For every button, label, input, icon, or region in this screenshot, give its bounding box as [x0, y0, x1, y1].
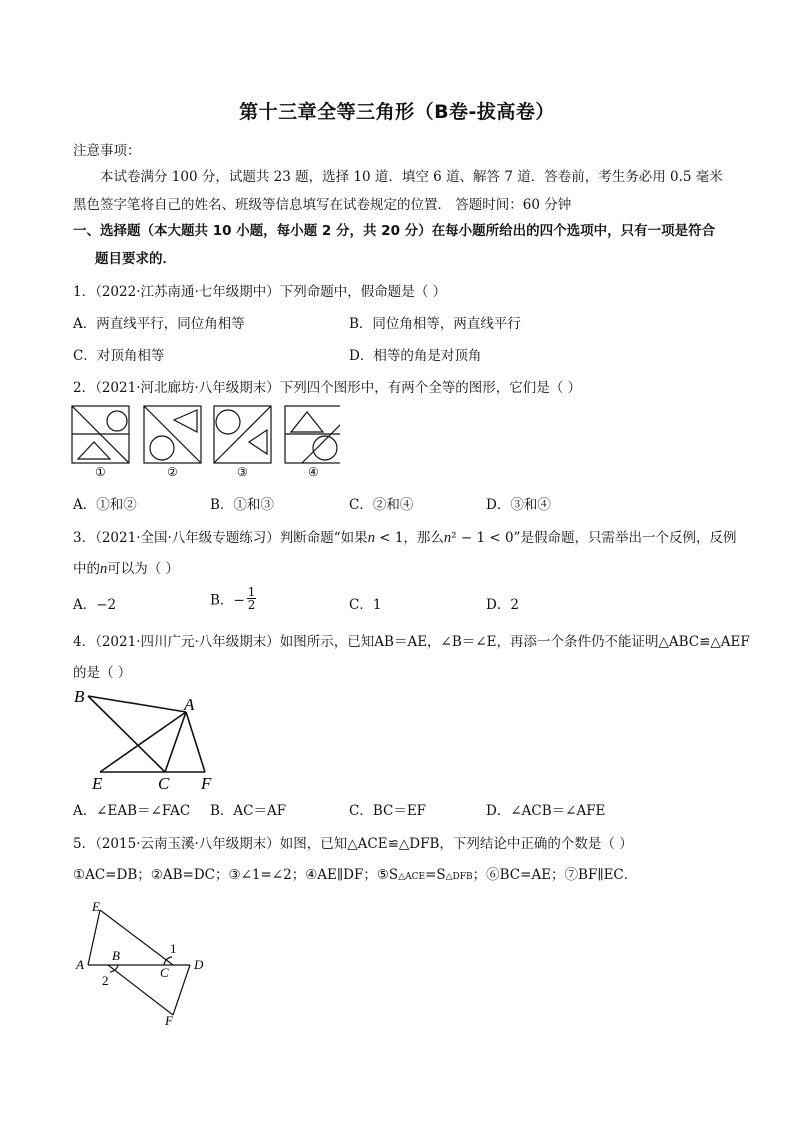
q5-label-a: A	[76, 957, 84, 972]
q4-stem-line-2: 的是（ ）	[73, 665, 132, 681]
q3-stem-line-1: 3．（2021·全国·八年级专题练习）判断命题“如果n < 1，那么n² − 1 < 0”是假命题，只需举出一个反例，反例	[73, 530, 737, 546]
q4-label-b: B	[74, 687, 85, 706]
q4-figure	[70, 684, 230, 796]
q1-option-c: C．对顶角相等	[73, 348, 165, 364]
q2-option-d: D．③和④	[486, 497, 551, 513]
q2-option-a: A．①和②	[73, 497, 137, 513]
q2-label-4: ④	[308, 465, 319, 479]
q4-label-e: E	[92, 774, 103, 793]
q2-label-3: ③	[237, 465, 248, 479]
q4-label-f: F	[201, 774, 212, 793]
q1-option-b: B．同位角相等，两直线平行	[349, 316, 521, 332]
q4-stem-line-1: 4．（2021·四川广元·八年级期末）如图所示，已知AB＝AE，∠B＝∠E，再添一个条件仍不能证明△ABC≌△AEF	[73, 634, 750, 650]
q5-label-1: 1	[170, 941, 177, 956]
q1-stem: 1．（2022·江苏南通·七年级期中）下列命题中，假命题是（ ）	[73, 284, 447, 300]
q2-figure-2	[144, 406, 201, 463]
q5-conclusions: ①AC=DB；②AB=DC；③∠1=∠2；④AE∥DF；⑤S△ACE=S△DFB；⑥BC=AE；⑦BF∥EC．	[73, 867, 638, 883]
q5-label-d: D	[194, 957, 204, 972]
q3-option-b: B．− $\frac{1}{2}$	[210, 585, 256, 612]
q2-option-b: B．①和③	[210, 497, 274, 513]
q5-figure	[70, 895, 220, 1030]
q2-label-1: ①	[95, 465, 106, 479]
q2-figures	[70, 402, 340, 480]
q5-label-f: F	[165, 1013, 173, 1028]
q4-option-d: D．∠ACB＝∠AFE	[486, 803, 606, 819]
q2-figure-3	[214, 406, 271, 463]
notice-heading: 注意事项：	[73, 143, 141, 159]
q2-figure-1	[72, 406, 129, 463]
section-heading-line-2: 题目要求的．	[95, 251, 176, 267]
q2-option-c: C．②和④	[349, 497, 414, 513]
q4-label-a: A	[184, 695, 195, 714]
page-title: 第十三章全等三角形（B卷-拔高卷）	[239, 101, 555, 123]
q1-option-a: A．两直线平行，同位角相等	[73, 316, 245, 332]
notice-line-2: 黑色签字笔将自己的姓名、班级等信息填写在试卷规定的位置． 答题时间：60 分钟	[73, 197, 572, 213]
q4-option-b: B．AC＝AF	[210, 803, 287, 819]
q1-option-d: D．相等的角是对顶角	[349, 348, 482, 364]
q4-option-a: A．∠EAB＝∠FAC	[73, 803, 191, 819]
q4-option-c: C．BC＝EF	[349, 803, 427, 819]
q5-stem: 5．（2015·云南玉溪·八年级期末）如图，已知△ACE≌△DFB，下列结论中正确的个数是（ ）	[73, 836, 633, 852]
q2-figure-4	[285, 406, 340, 463]
notice-line-1: 本试卷满分 100 分，试题共 23 题，选择 10 道．填空 6 道、解答 7 道．答卷前，考生务必用 0.5 毫米	[100, 169, 723, 185]
q3-option-a: A．−2	[73, 597, 117, 613]
section-heading-line-1: 一、选择题（本大题共 10 小题，每小题 2 分，共 20 分）在每小题所给出的四个选项中，只有一项是符合	[73, 223, 716, 239]
q3-stem-line-2: 中的n可以为（ ）	[73, 561, 180, 577]
q5-label-2: 2	[102, 973, 109, 988]
q5-label-c: C	[160, 965, 169, 980]
q3-option-d: D．2	[486, 597, 519, 613]
q2-stem: 2．（2021·河北廊坊·八年级期末）下列四个图形中，有两个全等的图形，它们是（ ）	[73, 380, 582, 396]
q5-label-e: E	[92, 899, 100, 914]
q3-option-c: C．1	[349, 597, 382, 613]
q4-label-c: C	[158, 774, 170, 793]
q5-label-b: B	[112, 948, 120, 963]
q2-label-2: ②	[167, 465, 178, 479]
